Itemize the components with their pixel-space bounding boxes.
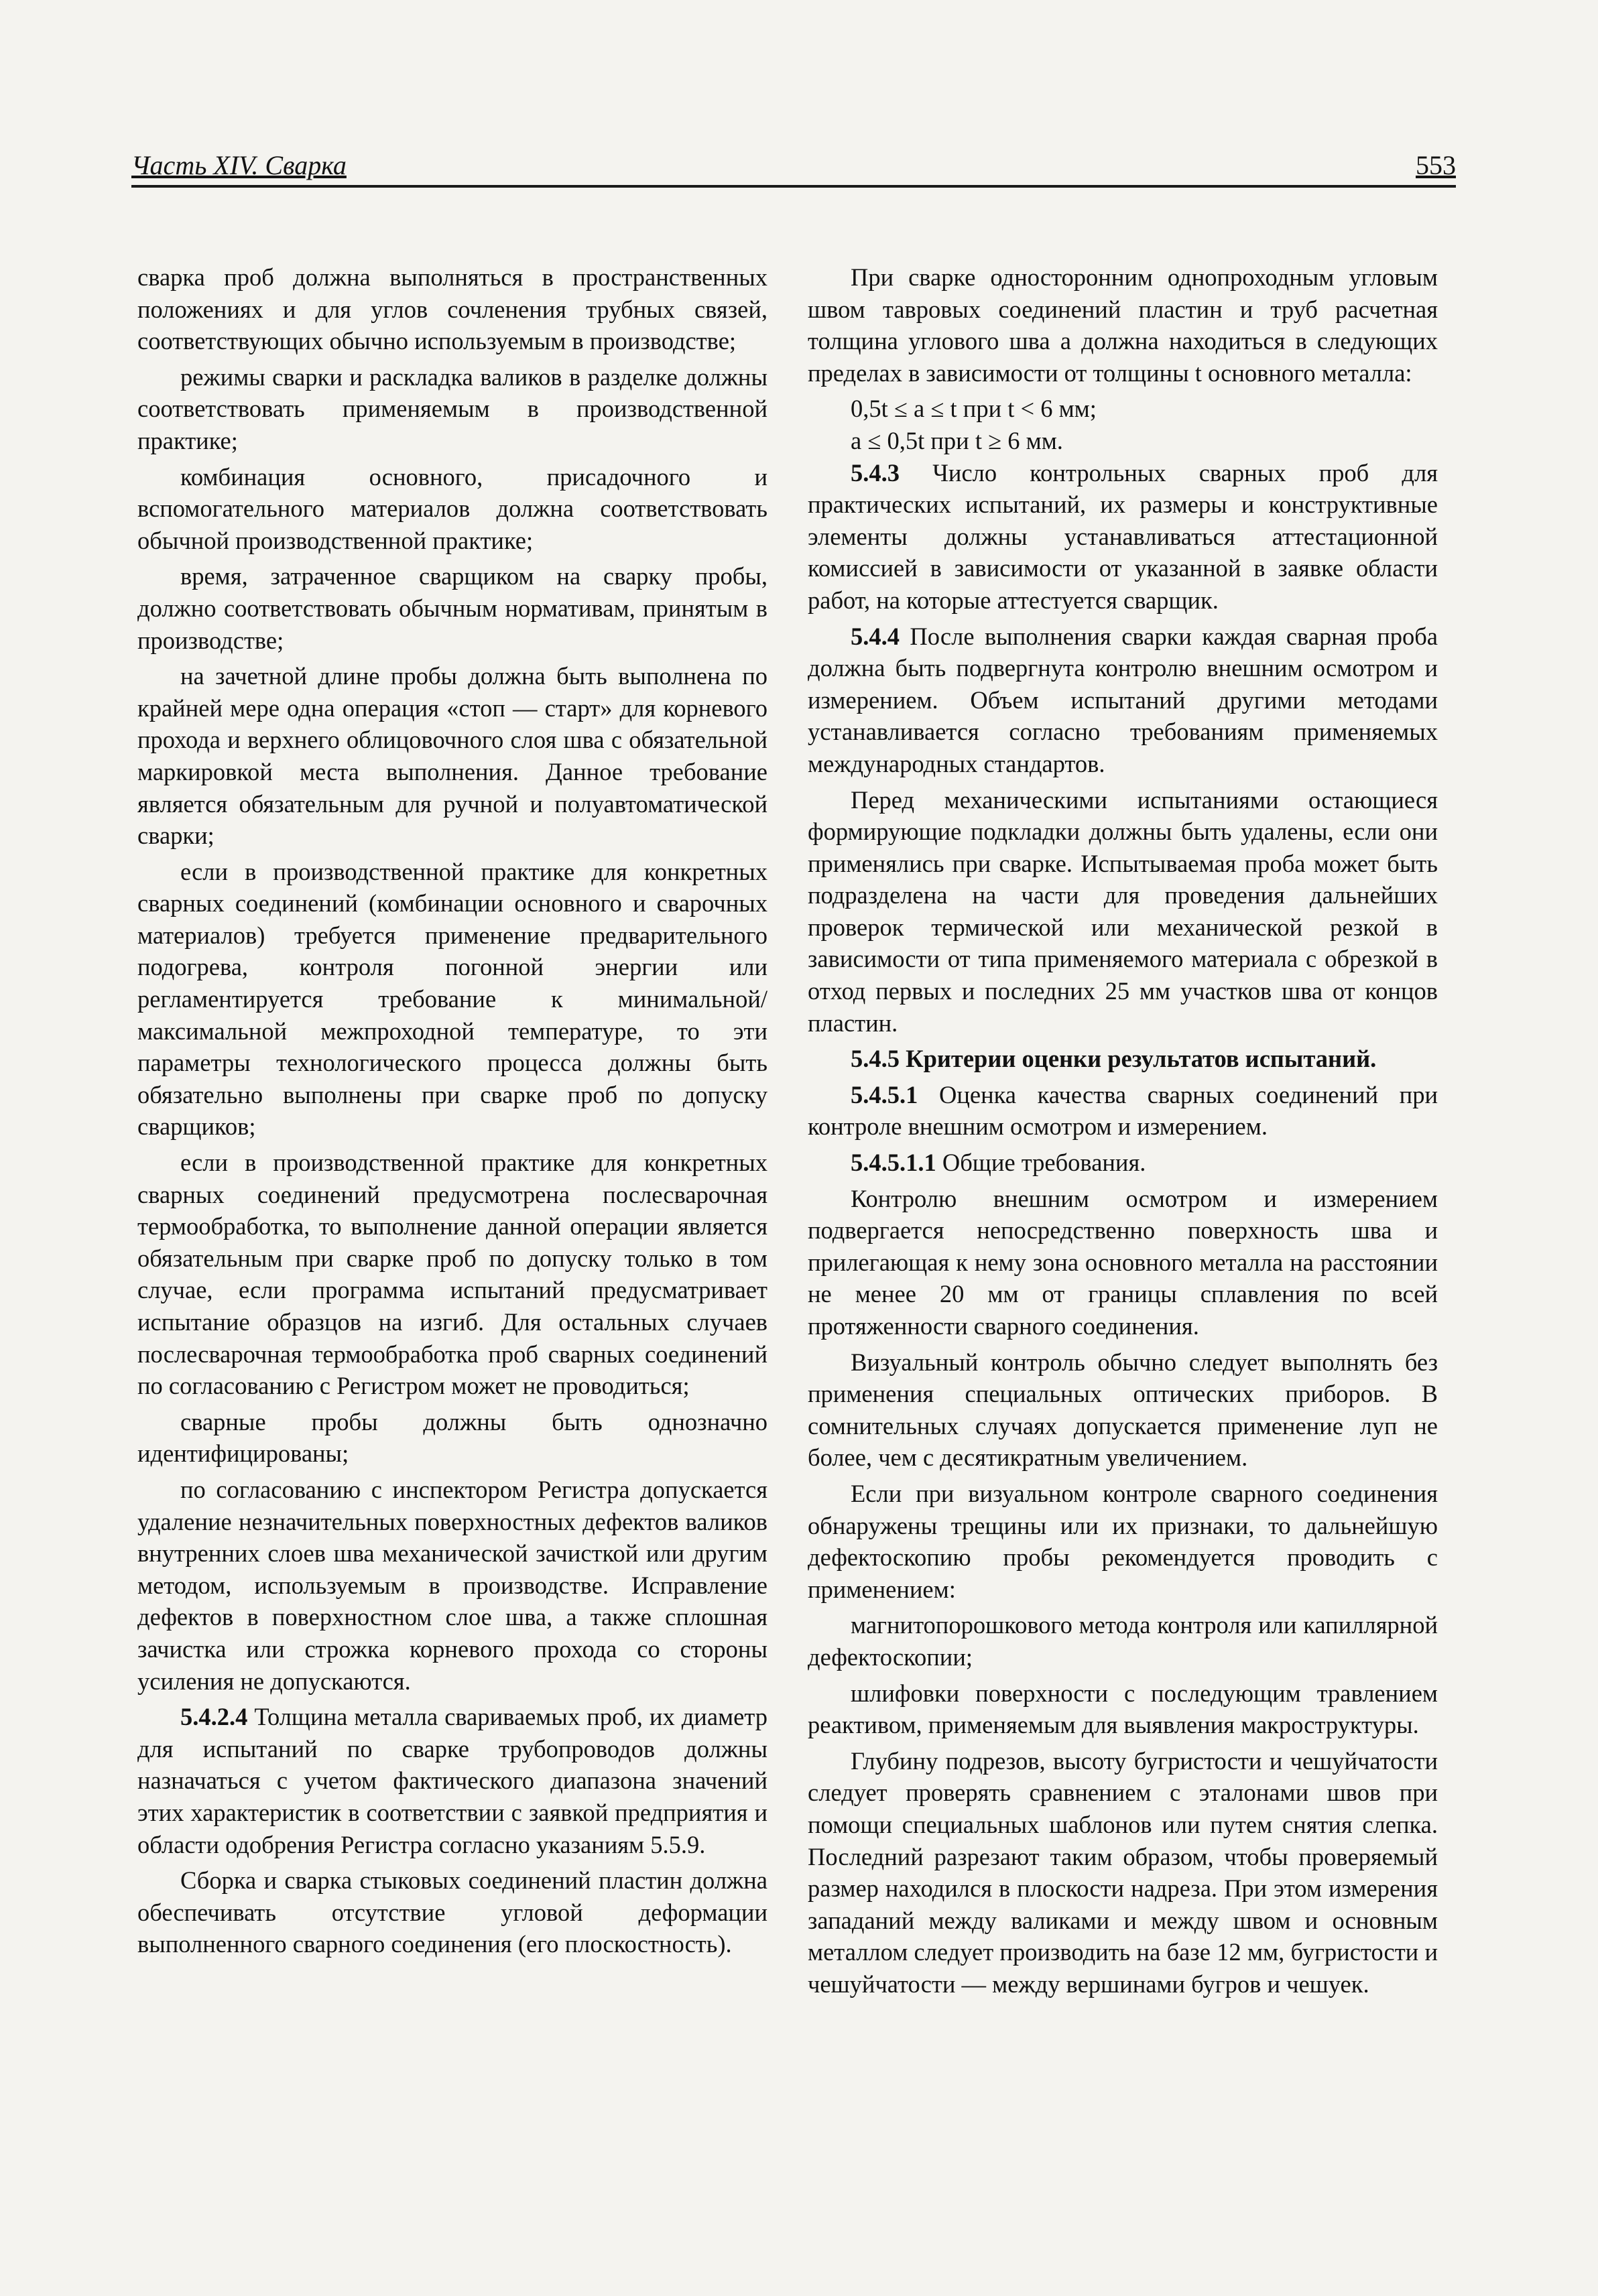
formula-line: 0,5t ≤ a ≤ t при t < 6 мм; (851, 395, 1097, 423)
section-number: 5.4.2.4 (180, 1703, 248, 1731)
paragraph: режимы сварки и раскладка валиков в разделке должны соответствовать применяемым в производственной практике; (137, 363, 767, 454)
section-paragraph (808, 621, 1438, 780)
paragraph: если в производственной практике для конкретных сварных соединений предусмотрена послесварочная термообработка, то выполнение данной операции является обязательным при сварке проб по допуску только в том случае, если программа испытаний предусматривает испытание образцов на изгиб. Для остальных случаев послесварочная термообработка проб сварных соединений по согласованию с Регистром может не проводиться; (137, 1149, 767, 1400)
section-text: Число контрольных сварных проб для практических испытаний, их размеры и конструктивные элементы должны устанавливаться аттестационной комиссией в зависимости от указанной в заявке области работ, на которые аттестуется сварщик. (808, 458, 1438, 614)
page-header (131, 147, 1456, 188)
section-number: 5.4.5.1.1 (851, 1149, 936, 1177)
section-number: 5.4.4 (851, 622, 900, 650)
paragraph: сварка проб должна выполняться в пространственных положениях и для углов сочленения трубных связей, соответствующих обычно используемым в производстве; (137, 263, 767, 355)
section-paragraph (808, 1147, 1438, 1179)
paragraph: Глубину подрезов, высоту бугристости и чешуйчатости следует проверять сравнением с эталонами швов при помощи специальных шаблонов или путем снятия слепка. Последний разрезают таким образом, чтобы проверяемый размер находился в плоскости надреза. При этом измерения западаний между валиками и между швом и основным металлом следует производить на базе 12 мм, бугристости и чешуйчатости — между вершинами бугров и чешуек. (808, 1746, 1438, 1998)
section-paragraph (137, 1701, 767, 1860)
paragraph: Перед механическими испытаниями остающиеся формирующие подкладки должны быть удалены, если они применялись при сварке. Испытываемая проба может быть подразделена на части для проведения дальнейших проверок термической или механической резкой в зависимости от типа применяемого материала с обрезкой в отход первых и последних 25 мм участков шва от концов пластин. (808, 785, 1438, 1037)
section-text: Оценка качества сварных соединений при контроле внешним осмотром и измерением. (808, 1080, 1438, 1141)
part-title: Часть XIV. Сварка (131, 150, 347, 180)
formula-line: a ≤ 0,5t при t ≥ 6 мм. (851, 426, 1063, 454)
paragraph: шлифовки поверхности с последующим травлением реактивом, применяемым для выявления макроструктуры. (808, 1679, 1438, 1739)
section-heading: 5.4.5 Критерии оценки результатов испытаний. (851, 1045, 1377, 1073)
section-text: Толщина металла свариваемых проб, их диаметр для испытаний по сварке трубопроводов должны назначаться с учетом фактического диапазона значений этих характеристик в соответствии с заявкой предприятия и области одобрения Регистра согласно указаниям 5.5.9. (137, 1703, 767, 1858)
left-column (137, 261, 767, 1964)
section-number: 5.4.3 (851, 458, 900, 487)
formula-block (808, 393, 1438, 456)
page-number: 553 (1416, 150, 1456, 180)
paragraph: При сварке односторонним однопроходным угловым швом тавровых соединений пластин и труб расчетная толщина углового шва a должна находиться в следующих пределах в зависимости от толщины t основного металла: (808, 263, 1438, 387)
section-paragraph (808, 457, 1438, 617)
section-paragraph (808, 1079, 1438, 1143)
section-text: Общие требования. (936, 1149, 1146, 1177)
section-number: 5.4.5.1 (851, 1080, 918, 1108)
right-column (808, 261, 1438, 2004)
paragraph: если в производственной практике для конкретных сварных соединений (комбинации основного и сварочных материалов) требуется применение предварительного подогрева, контроля погонной энергии или регламентируется требование к минимальной/максимальной межпроходной температуре, то эти параметры технологического процесса должны быть обязательно выполнены при сварке проб по допуску сварщиков; (137, 857, 767, 1141)
paragraph: Контролю внешним осмотром и измерением подвергается непосредственно поверхность шва и прилегающая к нему зона основного металла на расстоянии не менее 20 мм от границы сплавления по всей протяженности сварного соединения. (808, 1184, 1438, 1340)
paragraph: по согласованию с инспектором Регистра допускается удаление незначительных поверхностных дефектов валиков внутренних слоев шва механической зачисткой или другим методом, используемым в производстве. Исправление дефектов в поверхностном слое шва, а также сплошная зачистка или строжка корневого прохода со стороны усиления не допускаются. (137, 1475, 767, 1695)
paragraph: комбинация основного, присадочного и вспомогательного материалов должна соответствовать обычной производственной практике; (137, 462, 767, 554)
paragraph: Если при визуальном контроле сварного соединения обнаружены трещины или их признаки, то дальнейшую дефектоскопию пробы рекомендуется проводить с применением: (808, 1479, 1438, 1603)
paragraph: Визуальный контроль обычно следует выполнять без применения специальных оптических приборов. В сомнительных случаях допускается применение луп не более, чем с десятикратным увеличением. (808, 1348, 1438, 1472)
paragraph: магнитопорошкового метода контроля или капиллярной дефектоскопии; (808, 1611, 1438, 1671)
paragraph: на зачетной длине пробы должна быть выполнена по крайней мере одна операция «стоп — старт» для корневого прохода и верхнего облицовочного слоя шва с обязательной маркировкой места выполнения. Данное требование является обязательным для ручной и полуавтоматической сварки; (137, 662, 767, 850)
paragraph: сварные пробы должны быть однозначно идентифицированы; (137, 1407, 767, 1468)
paragraph: Сборка и сварка стыковых соединений пластин должна обеспечивать отсутствие угловой деформации выполненного сварного соединения (его плоскостность). (137, 1866, 767, 1958)
section-text: После выполнения сварки каждая сварная проба должна быть подвергнута контролю внешним осмотром и измерением. Объем испытаний другими методами устанавливается согласно требованиям применяемых международных стандартов. (808, 622, 1438, 777)
paragraph: время, затраченное сварщиком на сварку пробы, должно соответствовать обычным нормативам, принятым в производстве; (137, 562, 767, 654)
